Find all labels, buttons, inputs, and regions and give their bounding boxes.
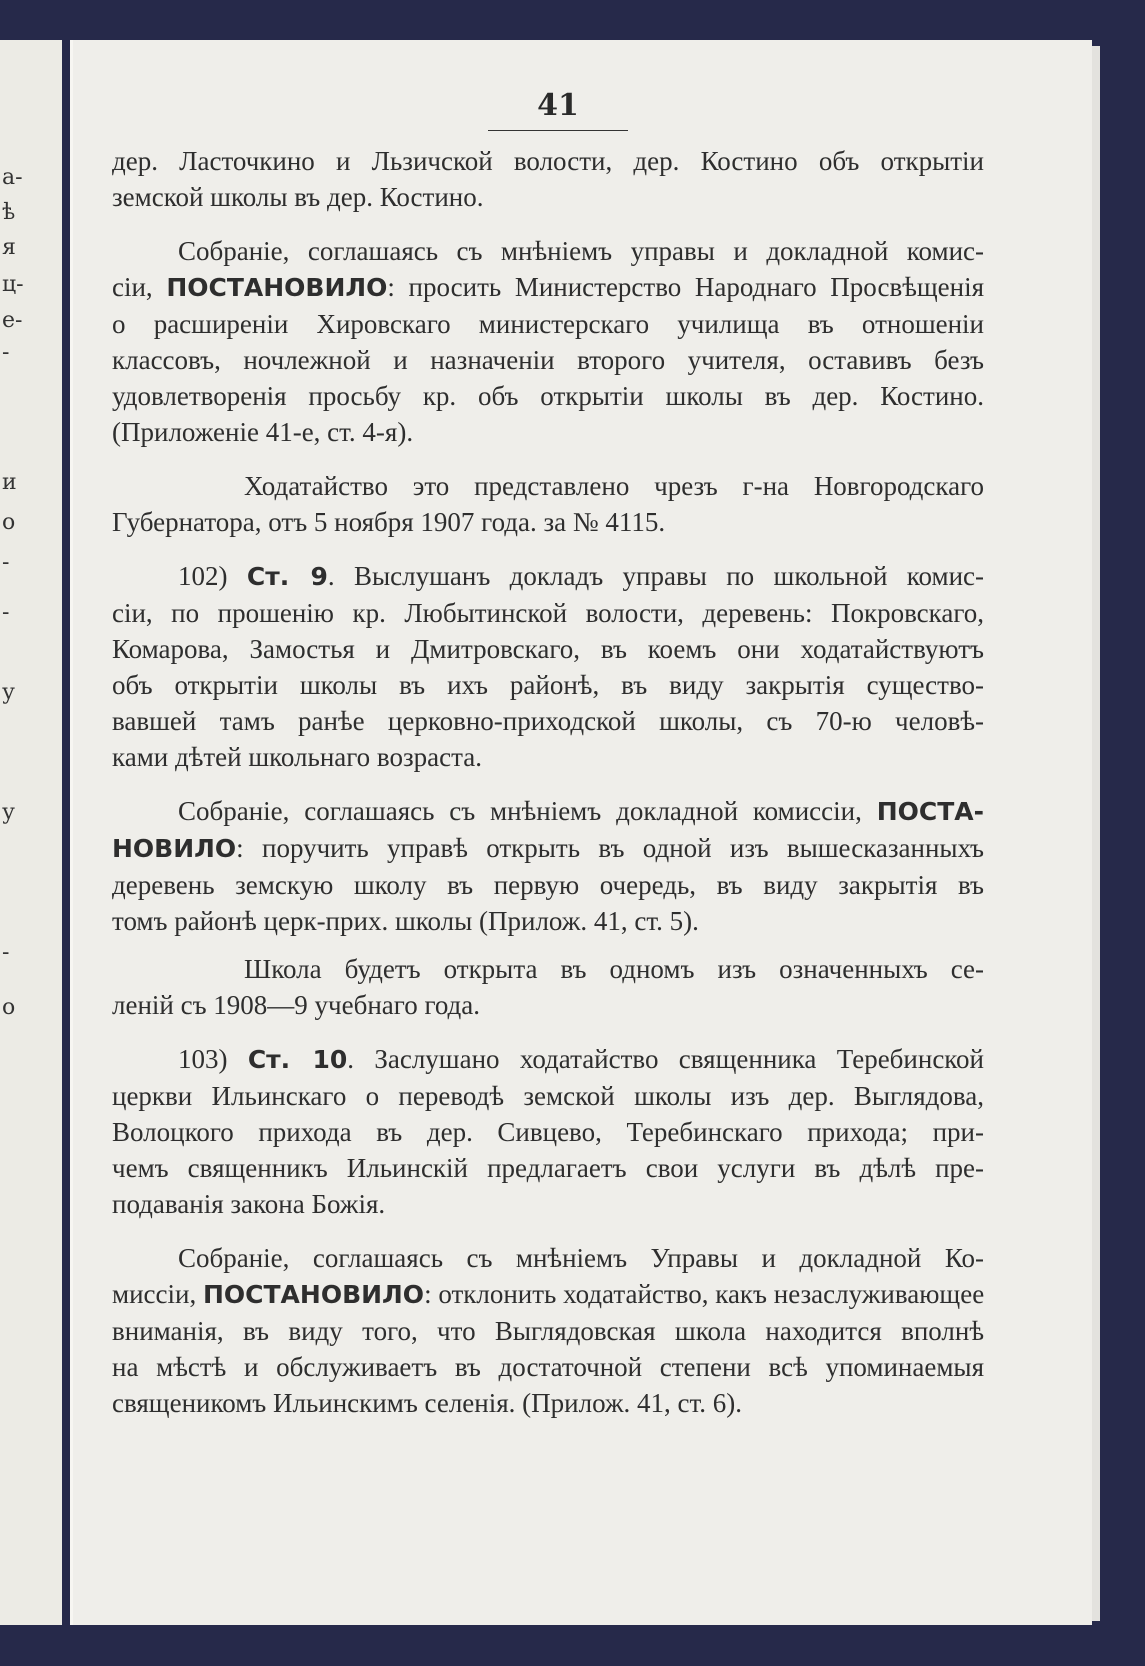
text-line: вавшей тамъ ранѣе церковно-приходской школы, съ 70-ю человѣ- <box>112 706 984 736</box>
page-content <box>112 88 984 1421</box>
text-line: классовъ, ночлежной и назначеніи второго учителя, оставивъ безъ <box>112 345 984 375</box>
page-number: 41 <box>488 88 628 131</box>
left-edge-fragment: ѣ <box>2 200 16 225</box>
paragraph-item-102 <box>112 558 984 775</box>
left-edge-fragment: и <box>2 470 17 495</box>
left-edge-fragment: а- <box>2 165 23 190</box>
text-line: Собраніе, соглашаясь съ мнѣніемъ Управы и докладной Ко- <box>178 1243 984 1273</box>
text-line: 103) Ст. 10. Заслушано ходатайство священника Теребинской <box>178 1044 984 1074</box>
left-edge-fragment: у <box>2 800 15 825</box>
text-line: Волоцкого прихода въ дер. Сивцево, Теребинскаго прихода; при- <box>112 1117 984 1147</box>
left-edge-fragment: о <box>2 510 16 535</box>
left-edge-fragment: е- <box>2 308 23 333</box>
text-line: Комарова, Замостья и Дмитровскаго, въ коемъ они ходатайствуютъ <box>112 634 984 664</box>
paragraph-school-opening <box>112 951 984 1023</box>
text-line: объ открытіи школы въ ихъ районѣ, въ виду закрытія существо- <box>112 670 984 700</box>
text-line: деревень земскую школу въ первую очередь, въ виду закрытія въ <box>112 870 984 900</box>
text-line: Собраніе, соглашаясь съ мнѣніемъ докладной комиссіи, ПОСТА- <box>178 796 984 826</box>
text-line: дер. Ласточкино и Льзичской волости, дер. Костино объ открытіи <box>112 146 984 176</box>
paragraph-resolution-2 <box>112 793 984 939</box>
text-line: леній съ 1908—9 учебнаго года. <box>112 990 481 1020</box>
paragraph-item-103 <box>112 1041 984 1222</box>
text-line: о расширеніи Хировскаго министерскаго училища въ отношеніи <box>112 309 984 339</box>
left-edge-fragment: я <box>2 235 16 260</box>
paragraph-petition <box>112 468 984 540</box>
text-line: Ходатайство это представлено чрезъ г-на Новгородскаго <box>244 471 984 501</box>
left-edge-fragment: - <box>2 340 10 365</box>
text-line: 102) Ст. 9. Выслушанъ докладъ управы по школьной комис- <box>178 561 984 591</box>
text-line: подаванія закона Божія. <box>112 1189 386 1219</box>
text-line: земской школы въ дер. Костино. <box>112 182 484 212</box>
paragraph-resolution-3 <box>112 1240 984 1421</box>
text-line: (Приложеніе 41-е, ст. 4-я). <box>112 417 414 447</box>
text-line: удовлетворенія просьбу кр. объ открытіи школы въ дер. Костино. <box>112 381 984 411</box>
text-line: церкви Ильинскаго о переводѣ земской школы изъ дер. Выглядова, <box>112 1081 984 1111</box>
paragraph-resolution-1 <box>112 233 984 450</box>
left-edge-fragment: - <box>2 550 10 575</box>
text-line: томъ районѣ церк-прих. школы (Прилож. 41, ст. 5). <box>112 906 699 936</box>
text-line: Школа будетъ открыта въ одномъ изъ означенныхъ се- <box>244 954 984 984</box>
left-edge-fragment: у <box>2 680 15 705</box>
text-line: чемъ священникъ Ильинскій предлагаетъ свои услуги въ дѣлѣ пре- <box>112 1153 984 1183</box>
left-edge-fragment: - <box>2 600 10 625</box>
text-line: Собраніе, соглашаясь съ мнѣніемъ управы и докладной комис- <box>178 236 984 266</box>
left-page-text-fragments <box>0 40 62 1625</box>
paragraph-kostino <box>112 143 984 215</box>
text-line: сіи, по прошенію кр. Любытинской волости, деревень: Покровскаго, <box>112 598 984 628</box>
left-page-edge <box>0 40 62 1625</box>
text-line: вниманія, въ виду того, что Выглядовская школа находится вполнѣ <box>112 1316 984 1346</box>
text-line: миссіи, ПОСТАНОВИЛО: отклонить ходатайство, какъ незаслуживающее <box>112 1279 985 1309</box>
text-line: священикомъ Ильинскимъ селенія. (Прилож. 41, ст. 6). <box>112 1388 743 1418</box>
text-line: сіи, ПОСТАНОВИЛО: просить Министерство Народнаго Просвѣщенія <box>112 272 985 302</box>
text-line: НОВИЛО: поручить управѣ открыть въ одной изъ вышесказанныхъ <box>112 833 984 863</box>
text-line: Губернатора, отъ 5 ноября 1907 года. за № 4115. <box>112 507 666 537</box>
text-line: на мѣстѣ и обслуживаетъ въ достаточной степени всѣ упоминаемыя <box>112 1352 984 1382</box>
page-edge <box>1092 46 1100 1621</box>
left-edge-fragment: - <box>2 940 10 965</box>
left-edge-fragment: ц- <box>2 272 24 297</box>
text-line: ками дѣтей школьнаго возраста. <box>112 742 482 772</box>
left-edge-fragment: о <box>2 995 16 1020</box>
